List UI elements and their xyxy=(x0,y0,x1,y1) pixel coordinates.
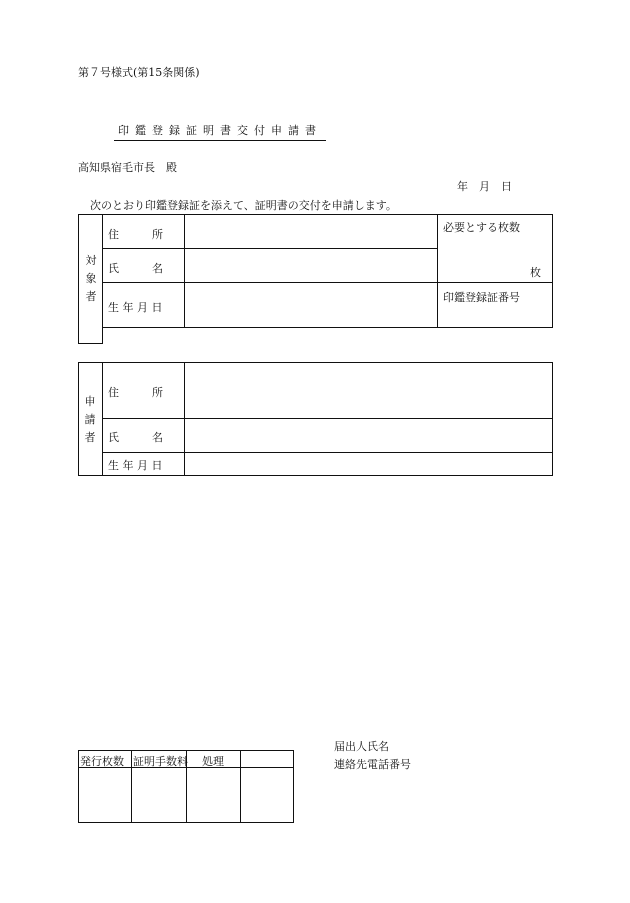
date-field[interactable]: 年 月 日 xyxy=(457,180,512,193)
applicant-label: 申 請 者 xyxy=(84,395,96,444)
registration-number-input[interactable] xyxy=(439,304,551,326)
applicant-name-label: 氏 名 xyxy=(108,431,163,444)
office-header-copies: 発行枚数 xyxy=(80,755,124,768)
applicant-address-input[interactable] xyxy=(186,364,551,417)
subject-name-input[interactable] xyxy=(186,250,436,282)
subject-address-label: 住 所 xyxy=(108,228,163,241)
applicant-dob-label: 生 年 月 日 xyxy=(108,459,163,472)
office-header-processing: 処理 xyxy=(202,755,224,768)
form-number: 第７号様式(第15条関係) xyxy=(78,66,200,79)
copies-input[interactable] xyxy=(439,236,527,280)
applicant-dob-input[interactable] xyxy=(186,454,551,475)
applicant-name-input[interactable] xyxy=(186,420,551,451)
subject-name-label: 氏 名 xyxy=(108,262,163,275)
office-header-fee: 証明手数料 xyxy=(133,755,188,768)
contact-phone-label: 連絡先電話番号 xyxy=(334,758,411,771)
subject-dob-input[interactable] xyxy=(186,284,436,326)
copies-label: 必要とする枚数 xyxy=(443,221,520,234)
registration-number-label: 印鑑登録証番号 xyxy=(443,291,520,304)
subject-label: 対 象 者 xyxy=(85,254,97,303)
subject-address-input[interactable] xyxy=(186,216,436,248)
page-title: 印鑑登録証明書交付申請書 xyxy=(114,122,326,141)
applicant-address-label: 住 所 xyxy=(108,386,163,399)
notifier-name-label: 届出人氏名 xyxy=(334,740,389,753)
addressee: 高知県宿毛市長 殿 xyxy=(78,161,177,174)
intro-text: 次のとおり印鑑登録証を添えて、証明書の交付を申請します。 xyxy=(90,199,397,212)
copies-unit: 枚 xyxy=(530,266,541,279)
subject-dob-label: 生 年 月 日 xyxy=(108,301,163,314)
